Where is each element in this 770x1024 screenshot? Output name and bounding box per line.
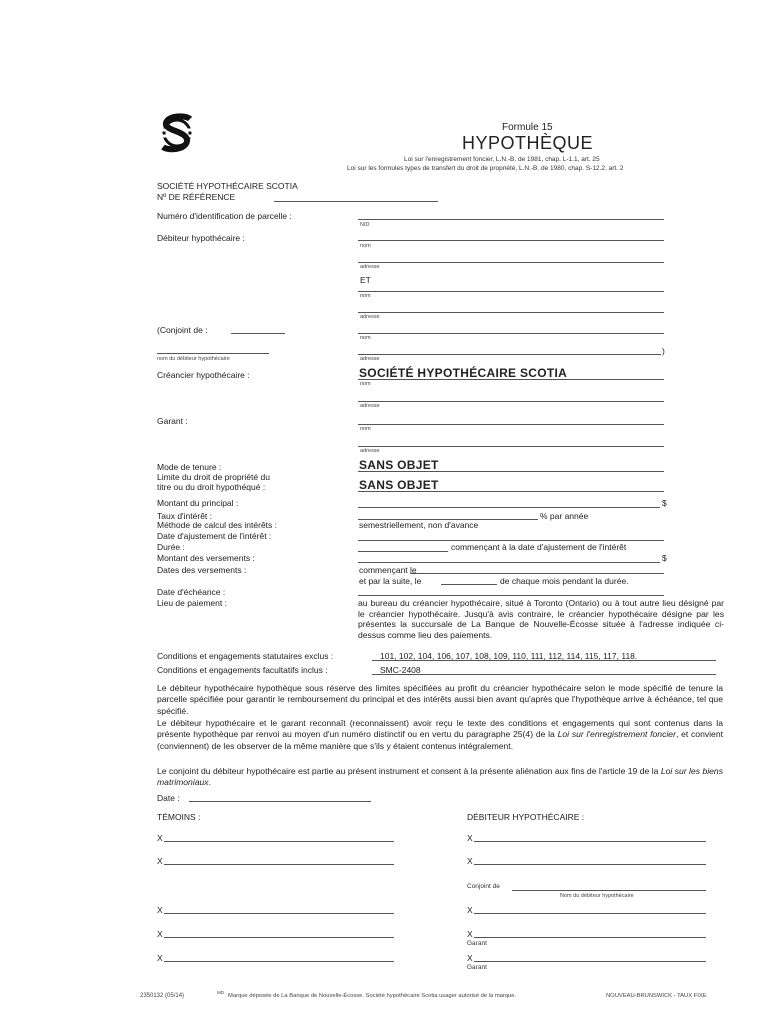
form-number: Formule 15	[502, 122, 553, 133]
law-title-1: Loi sur l'enregistrement foncier	[557, 729, 676, 740]
guarantor-x-1: X	[467, 929, 473, 939]
payment-dates-label: Dates des versements :	[157, 565, 247, 575]
form-title: HYPOTHÈQUE	[462, 133, 594, 153]
spouse-label: (Conjoint de :	[157, 325, 208, 335]
dates-prefix: commençant le	[359, 565, 417, 575]
witness-signature-4[interactable]	[164, 937, 394, 938]
company-name: SOCIÉTÉ HYPOTHÉCAIRE SCOTIA	[157, 181, 298, 191]
paragraph-1: Le débiteur hypothécaire hypothèque sous réserve des limites spécifiées au profit du créancier hypothécaire selon le mode spécifié de tenure la parcelle spécifiée pour garantir le remboursement du principal et des intérêts aussi bien avant qu'après que l'hypothèque arrive à échéance, tel que spécifié.	[157, 683, 723, 716]
spouse-address-field[interactable]	[358, 354, 661, 355]
adjust-date-label: Date d'ajustement de l'intérêt :	[157, 531, 272, 541]
limit-value: SANS OBJET	[359, 478, 439, 492]
tenure-field[interactable]	[358, 471, 664, 472]
guarantor-x-2: X	[467, 953, 473, 963]
form-code: 2350132 (05/14)	[140, 993, 185, 999]
region-label: NOUVEAU-BRUNSWICK - TAUX FIXE	[606, 993, 707, 999]
rate-label: Taux d'intérêt :	[157, 511, 213, 521]
witness-x-3: X	[157, 905, 163, 915]
payment-place-value: au bureau du créancier hypothécaire, situé à Toronto (Ontario) ou à tout autre lieu désigné par le créancier hypothécaire. Jusqu'à avis contraire, le créancier hypothécaire désigne par les présentes la succursale de La Banque de Nouvelle-Écosse située à l'adresse indiquée ci-dessus comme lieu des paiements.	[358, 598, 724, 640]
law-title-2: Loi sur les biens matrimoniaux	[157, 766, 723, 788]
tenure-label: Mode de tenure :	[157, 462, 222, 472]
nid-caption: NID	[360, 222, 370, 228]
scotiabank-logo-icon	[156, 113, 198, 153]
payment-place-label: Lieu de paiement :	[157, 598, 227, 608]
guarantor-caption-1: Garant	[467, 940, 487, 947]
witness-signature-1[interactable]	[164, 841, 394, 842]
debtor2-name-field[interactable]	[358, 291, 664, 292]
law-reference-1: Loi sur l'enregistrement foncier, L.N.-B. de 1981, chap. L-1.1, art. 25	[404, 156, 600, 163]
guarantor-address-caption: adresse	[360, 448, 380, 454]
witness-signature-2[interactable]	[164, 864, 394, 865]
guarantor-name-caption: nom	[360, 426, 371, 432]
spouse-name-field[interactable]	[358, 333, 664, 334]
payment-amount-label: Montant des versements :	[157, 553, 255, 563]
guarantor-name-field[interactable]	[358, 424, 664, 425]
and-label: ET	[360, 275, 371, 285]
dates-line2-a: et par la suite, le	[359, 576, 422, 586]
maturity-field[interactable]	[358, 595, 664, 596]
optional-field[interactable]	[372, 674, 716, 675]
debtor-address-caption: adresse	[360, 264, 380, 270]
creditor-label: Créancier hypothécaire :	[157, 370, 250, 380]
creditor-name-field[interactable]	[358, 379, 664, 380]
paragraph-2: Le débiteur hypothécaire et le garant reconnaît (reconnaissent) avoir reçu le texte des conditions et engagements qui sont contenus dans la présente hypothèque par renvoi au moyen d'un numéro distinctif ou en vertu du paragraphe 25(4) de la Loi sur l'enregistrement foncier, et convient (conviennent) de les observer de la même manière que s'ils y étaient contenus intégralement.	[157, 718, 724, 751]
optional-value: SMC-2408	[380, 665, 421, 675]
creditor-address-field[interactable]	[358, 401, 664, 402]
creditor-name-caption: nom	[360, 381, 371, 387]
debtor-address-field[interactable]	[358, 262, 664, 263]
debtor-x-2: X	[467, 856, 473, 866]
debtor-signature-1[interactable]	[474, 841, 706, 842]
spouse-name-caption-bottom: Nom du débiteur hypothécaire	[560, 893, 634, 899]
tenure-value: SANS OBJET	[359, 458, 439, 472]
dates-start-field[interactable]	[410, 573, 664, 574]
principal-label: Montant du principal :	[157, 498, 239, 508]
spouse-field[interactable]	[231, 333, 285, 334]
debtor2-name-caption: nom	[360, 293, 371, 299]
term-suffix: commençant à la date d'ajustement de l'intérêt	[451, 542, 627, 552]
debtor-x-1: X	[467, 833, 473, 843]
payment-amount-field[interactable]	[358, 562, 660, 563]
paragraph-3: Le conjoint du débiteur hypothécaire est partie au présent instrument et consent à la présente aliénation aux fins de l'article 19 de la Loi sur les biens matrimoniaux.	[157, 766, 723, 788]
optional-label: Conditions et engagements facultatifs inclus :	[157, 665, 328, 675]
adjust-date-field[interactable]	[358, 540, 664, 541]
limit-field[interactable]	[358, 491, 664, 492]
reference-field[interactable]	[274, 201, 438, 202]
witness-x-2: X	[157, 856, 163, 866]
debtor-signature-2[interactable]	[474, 864, 706, 865]
dates-day-field[interactable]	[441, 584, 497, 585]
date-field[interactable]	[189, 801, 371, 802]
payment-dollar: $	[662, 553, 667, 563]
parcel-field[interactable]	[358, 219, 664, 220]
guarantor-caption-2: Garant	[467, 964, 487, 971]
date-label: Date :	[157, 793, 180, 803]
debtor-name-field[interactable]	[358, 240, 664, 241]
debtor2-address-caption: adresse	[360, 314, 380, 320]
reference-label: Nº DE RÉFÉRENCE	[157, 192, 236, 202]
guarantor-signature-2[interactable]	[474, 961, 706, 962]
spouse-debtor-field[interactable]	[157, 353, 269, 354]
limit-label-1: Limite du droit de propriété du	[157, 472, 270, 482]
spouse-name-caption: nom	[360, 335, 371, 341]
debtor-name-caption: nom	[360, 243, 371, 249]
principal-dollar: $	[662, 498, 667, 508]
calc-method-value: semestriellement, non d'avance	[359, 520, 479, 530]
law-reference-2: Loi sur les formules types de transfert du droit de propriété, L.N.-B. de 1980, chap. S-12.2, art. 2	[347, 165, 624, 172]
guarantor-signature-1[interactable]	[474, 937, 706, 938]
calc-method-label: Méthode de calcul des intérêts :	[157, 520, 278, 530]
spouse-address-caption: adresse	[360, 356, 380, 362]
guarantor-address-field[interactable]	[358, 446, 664, 447]
witness-x-1: X	[157, 833, 163, 843]
dates-line2-b: de chaque mois pendant la durée.	[500, 576, 629, 586]
term-label: Durée :	[157, 542, 185, 552]
close-paren: )	[662, 346, 665, 356]
debtor-signature-3[interactable]	[474, 913, 706, 914]
rate-suffix: % par année	[540, 511, 589, 521]
debtor-signature-heading: DÉBITEUR HYPOTHÉCAIRE :	[467, 812, 585, 822]
trademark-mark: MD	[217, 990, 224, 995]
witness-signature-3[interactable]	[164, 913, 394, 914]
debtor2-address-field[interactable]	[358, 312, 664, 313]
principal-field[interactable]	[358, 507, 660, 508]
debtor-label: Débiteur hypothécaire :	[157, 233, 245, 243]
excluded-value: 101, 102, 104, 106, 107, 108, 109, 110, 111, 112, 114, 115, 117, 118.	[380, 651, 638, 661]
excluded-field[interactable]	[372, 660, 716, 661]
creditor-name: SOCIÉTÉ HYPOTHÉCAIRE SCOTIA	[359, 366, 568, 380]
excluded-label: Conditions et engagements statutaires exclus :	[157, 651, 334, 661]
spouse-debtor-caption: nom du débiteur hypothécaire	[157, 356, 230, 362]
spouse-of-label: Conjoint de	[467, 883, 500, 890]
spouse-signature[interactable]	[512, 890, 706, 891]
term-field[interactable]	[358, 551, 448, 552]
parcel-label: Numéro d'identification de parcelle :	[157, 211, 292, 221]
witnesses-heading: TÉMOINS :	[157, 812, 201, 822]
limit-label-2: titre ou du droit hypothéqué :	[157, 482, 266, 492]
guarantor-label: Garant :	[157, 416, 188, 426]
witness-signature-5[interactable]	[164, 961, 394, 962]
debtor-x-3: X	[467, 905, 473, 915]
witness-x-4: X	[157, 929, 163, 939]
trademark-notice: Marque déposée de La Banque de Nouvelle-Écosse. Société hypothécaire Scotia usager autorisé de la marque.	[228, 993, 517, 999]
creditor-address-caption: adresse	[360, 403, 380, 409]
maturity-label: Date d'échéance :	[157, 587, 226, 597]
witness-x-5: X	[157, 953, 163, 963]
